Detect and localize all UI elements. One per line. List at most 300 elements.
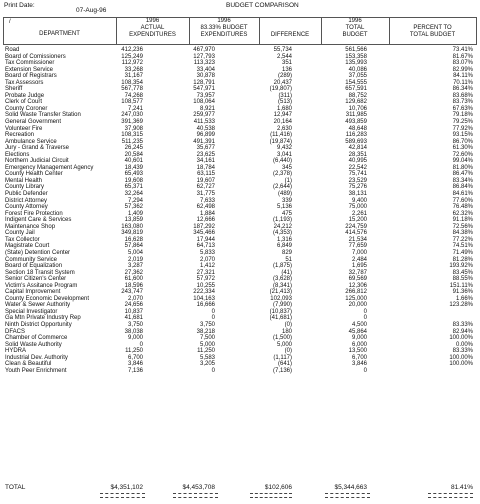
row-budget: 7,500 [199, 335, 215, 342]
row-department: Probate Judge [5, 92, 45, 99]
row-actual: 7,136 [127, 367, 143, 374]
row-budget: 27,321 [196, 269, 215, 276]
header-actual-year: 1996 [145, 18, 160, 24]
row-percent: 70.11% [453, 79, 473, 86]
header-divider [259, 18, 260, 44]
row-budget: 63,115 [197, 171, 215, 178]
row-actual: 349,819 [121, 230, 143, 237]
row-difference: (11,416) [270, 132, 292, 139]
row-percent: 77.22% [452, 236, 473, 243]
row-budget: 10,255 [196, 282, 215, 289]
row-budget: 187,292 [193, 223, 215, 230]
row-total-budget: 0 [363, 308, 367, 315]
row-percent: 84.61% [452, 191, 473, 198]
row-budget: 222,334 [193, 289, 215, 296]
header-difference: DIFFERENCE [270, 32, 310, 38]
row-percent: 91.36% [452, 289, 473, 296]
row-budget: 17,944 [196, 236, 215, 243]
row-actual: 13,859 [124, 217, 143, 224]
row-difference: (2,644) [272, 184, 292, 191]
row-department: Road [5, 47, 20, 53]
row-total-budget: 224,759 [345, 223, 367, 230]
row-total-budget: 42,814 [348, 145, 367, 152]
row-percent: 99.04% [452, 158, 473, 165]
row-difference: 3,041 [276, 151, 292, 158]
row-actual: 26,245 [124, 145, 143, 152]
row-percent: 193.92% [449, 263, 473, 270]
row-percent: 83.33% [452, 348, 473, 355]
row-actual: 3,750 [127, 321, 143, 328]
row-actual: 11,250 [125, 348, 143, 355]
row-percent: 77.92% [452, 125, 473, 132]
row-budget: 411,533 [193, 119, 215, 126]
header-budget-1: 83.33% BUDGET [200, 25, 248, 31]
double-underline [325, 493, 370, 498]
row-total-budget: 153,358 [345, 53, 367, 60]
row-department: Section 18 Transit System [5, 269, 75, 276]
row-total-budget: 266,812 [345, 289, 367, 296]
row-actual: 10,837 [124, 308, 143, 315]
row-difference: (10,837) [269, 308, 292, 315]
row-department: Sheriff [5, 86, 23, 93]
row-total-budget: 1,695 [351, 263, 367, 270]
row-difference: (41) [281, 269, 292, 276]
row-department: Capital Improvement [5, 289, 61, 296]
row-difference: (1,500) [272, 335, 292, 342]
row-budget: 104,163 [193, 295, 215, 302]
row-department: County Health Center [5, 171, 63, 178]
row-difference: 136 [281, 66, 292, 73]
row-actual: 7,241 [127, 105, 143, 112]
row-budget: 16,666 [196, 302, 215, 309]
report-title: BUDGET COMPARISON [226, 2, 299, 9]
column-header [3, 17, 477, 45]
row-total-budget: 45,864 [348, 328, 367, 335]
row-difference: (1,117) [273, 354, 292, 361]
row-difference: (641) [277, 361, 292, 368]
row-actual: 2,019 [127, 256, 143, 263]
row-budget: 0 [211, 367, 215, 374]
row-total-budget: 135,993 [345, 60, 367, 67]
row-budget: 38,218 [196, 328, 215, 335]
row-total-budget: 2,484 [351, 256, 367, 263]
row-department: County Coroner [5, 105, 48, 112]
row-percent: 77.60% [452, 197, 473, 204]
row-difference: (2,378) [272, 171, 292, 178]
print-date-label: Print Date: [4, 2, 35, 9]
row-difference: 5,000 [276, 341, 292, 348]
row-department: Board of Comissioners [5, 53, 66, 60]
row-budget: 33,404 [196, 66, 215, 73]
double-underline [428, 493, 473, 498]
row-difference: (7,136) [272, 367, 292, 374]
row-percent: 81.80% [452, 164, 473, 171]
row-budget: 1,412 [199, 263, 215, 270]
row-difference: (513) [277, 99, 292, 106]
row-department: Jury - Grand & Traverse [5, 145, 70, 152]
row-total-budget: 6,000 [351, 341, 367, 348]
row-department: Community Service [5, 256, 58, 263]
row-difference: (6,440) [272, 158, 292, 165]
row-percent: 0.00% [455, 341, 473, 348]
row-actual: 243,747 [121, 289, 143, 296]
header-divider [476, 18, 477, 44]
row-percent: 100.00% [449, 335, 473, 342]
header-budget-year: 1996 [217, 18, 231, 24]
row-actual: 567,778 [121, 86, 143, 93]
row-budget: 1,884 [199, 210, 215, 217]
header-budget-2: EXPENDITURES [200, 32, 248, 38]
totals-row [3, 484, 477, 494]
row-department: Indigent Care & Services [5, 217, 72, 224]
row-percent: 86.70% [452, 138, 473, 145]
row-department: Board of Equalization [5, 263, 63, 270]
row-actual: 5,004 [127, 249, 143, 256]
row-difference: (1,193) [272, 217, 292, 224]
row-department: Extension Service [5, 66, 54, 73]
row-total-budget: 0 [363, 315, 367, 322]
row-total-budget: 38,131 [348, 191, 367, 198]
row-difference: (489) [277, 191, 292, 198]
row-department: Clean & Beautiful [5, 361, 52, 368]
row-total-budget: 414,576 [345, 230, 367, 237]
totals-difference: $102,606 [264, 484, 292, 491]
row-actual: 1,409 [127, 210, 143, 217]
row-total-budget: 88,752 [348, 92, 367, 99]
row-total-budget: 69,569 [348, 276, 367, 283]
row-budget: 128,791 [193, 79, 215, 86]
row-actual: 163,080 [121, 223, 143, 230]
row-actual: 24,656 [124, 302, 143, 309]
row-difference: 180 [281, 328, 292, 335]
row-total-budget: 125,000 [345, 295, 367, 302]
row-actual: 412,236 [121, 47, 143, 53]
row-budget: 3,750 [199, 321, 215, 328]
row-total-budget: 48,648 [348, 125, 367, 132]
row-total-budget: 28,351 [348, 151, 367, 158]
row-budget: 96,899 [196, 132, 215, 139]
row-total-budget: 2,261 [351, 210, 367, 217]
row-difference: 475 [281, 210, 292, 217]
row-difference: (4,353) [272, 230, 292, 237]
row-difference: 345 [281, 164, 292, 171]
row-total-budget: 129,682 [345, 99, 367, 106]
row-percent: 74.51% [452, 243, 473, 250]
row-difference: (19,807) [269, 86, 292, 93]
row-department: Ambulance Service [5, 138, 57, 145]
row-actual: 108,577 [121, 99, 143, 106]
row-total-budget: 15,200 [348, 217, 367, 224]
row-percent: 86.47% [452, 171, 473, 178]
row-actual: 74,268 [124, 92, 143, 99]
row-percent: 91.18% [452, 217, 473, 224]
row-percent: 82.99% [452, 66, 473, 73]
row-budget: 11,250 [197, 348, 215, 355]
row-department: DFACS [5, 328, 26, 335]
row-percent: 86.34% [452, 86, 473, 93]
row-budget: 547,971 [193, 86, 215, 93]
row-budget: 345,466 [193, 230, 215, 237]
row-department: Ninth District Opportunity [5, 321, 72, 328]
header-actual-2: EXPENDITURES [129, 32, 176, 38]
table-row [3, 368, 477, 375]
header-total-year: 1996 [348, 18, 362, 24]
row-difference: 20,164 [273, 119, 292, 126]
row-actual: 3,846 [127, 361, 143, 368]
row-difference: 829 [281, 249, 292, 256]
double-underline [250, 493, 292, 498]
row-difference: (19,874) [269, 138, 292, 145]
totals-actual: $4,351,102 [110, 484, 143, 491]
row-percent: 61.30% [452, 145, 473, 152]
row-percent: 83.73% [452, 99, 473, 106]
row-total-budget: 493,859 [345, 119, 367, 126]
row-department: Ga Mtn Private Industry Rep [5, 315, 81, 322]
row-difference: (0) [284, 321, 292, 328]
header-total-2: BUDGET [342, 32, 368, 38]
row-total-budget: 75,741 [348, 171, 367, 178]
row-actual: 20,584 [124, 151, 143, 158]
row-actual: 247,030 [121, 112, 143, 119]
row-total-budget: 13,500 [348, 348, 367, 355]
row-total-budget: 3,846 [351, 361, 367, 368]
row-total-budget: 589,693 [345, 138, 367, 145]
row-difference: (1) [284, 177, 292, 184]
row-total-budget: 4,500 [351, 321, 367, 328]
row-percent: 1.66% [455, 295, 473, 302]
row-budget: 8,921 [199, 105, 215, 112]
header-percent-1: PERCENT TO [413, 25, 452, 31]
row-department: County Economic Development [5, 295, 90, 302]
row-difference: 55,734 [273, 47, 292, 53]
row-percent: 73.41% [452, 47, 473, 53]
row-percent: 84.38% [452, 230, 473, 237]
row-budget: 30,878 [196, 73, 215, 80]
row-actual: 9,000 [127, 335, 143, 342]
row-actual: 61,600 [124, 276, 143, 283]
row-total-budget: 20,000 [348, 302, 367, 309]
row-department: Mental Health [5, 177, 43, 184]
row-budget: 31,775 [196, 191, 215, 198]
row-department: Tax Assessors [5, 79, 44, 86]
row-total-budget: 75,000 [348, 204, 367, 211]
row-total-budget: 657,591 [345, 86, 367, 93]
header-department: DEPARTMENT [39, 31, 80, 37]
row-actual: 108,354 [121, 79, 143, 86]
row-actual: 0 [139, 341, 143, 348]
row-percent: 83.33% [452, 321, 473, 328]
row-total-budget: 23,529 [348, 177, 367, 184]
row-actual: 391,369 [121, 119, 143, 126]
row-budget: 19,607 [196, 177, 215, 184]
row-budget: 0 [211, 308, 215, 315]
row-total-budget: 77,659 [348, 243, 367, 250]
row-total-budget: 561,566 [345, 47, 367, 53]
row-department: Northern Judicial Circuit [5, 158, 69, 165]
row-percent: 100.00% [449, 354, 473, 361]
row-percent: 123.28% [449, 302, 473, 309]
row-difference: (8,341) [272, 282, 292, 289]
row-total-budget: 311,985 [345, 112, 367, 119]
row-percent: 79.18% [452, 112, 473, 119]
row-difference: 1,680 [276, 105, 292, 112]
row-actual: 6,700 [127, 354, 143, 361]
totals-total-budget: $5,344,663 [334, 484, 367, 491]
row-percent: 82.94% [452, 328, 473, 335]
row-actual: 18,439 [124, 164, 143, 171]
row-department: Youth Peer Enrichment [5, 367, 67, 374]
print-date-value: 07-Aug-96 [76, 7, 107, 14]
row-department: Board of Registrars [5, 73, 57, 80]
row-percent: 72.60% [452, 151, 473, 158]
row-percent: 100.00% [449, 361, 473, 368]
row-department: Chamber of Commerce [5, 335, 68, 342]
row-actual: 32,264 [124, 191, 143, 198]
row-difference: 339 [281, 197, 292, 204]
row-department: Water & Sewer Authority [5, 302, 71, 309]
row-percent: 93.15% [452, 132, 473, 139]
row-budget: 40,538 [196, 125, 215, 132]
row-actual: 18,596 [124, 282, 143, 289]
row-total-budget: 12,306 [348, 282, 367, 289]
row-difference: 1,316 [276, 236, 292, 243]
row-actual: 3,287 [127, 263, 143, 270]
row-difference: (1,875) [272, 263, 292, 270]
row-percent: 67.63% [452, 105, 473, 112]
row-percent: 88.55% [452, 276, 473, 283]
header-percent-2: TOTAL BUDGET [409, 32, 456, 38]
row-total-budget: 116,283 [345, 132, 367, 139]
row-actual: 38,038 [124, 328, 143, 335]
row-department: Solid Waste Transfer Station [5, 112, 81, 119]
row-budget: 113,323 [193, 60, 215, 67]
row-actual: 41,681 [124, 315, 143, 322]
row-total-budget: 40,995 [348, 158, 367, 165]
row-budget: 259,977 [193, 112, 215, 119]
row-difference: 5,136 [276, 204, 292, 211]
row-actual: 33,268 [124, 66, 143, 73]
double-underline [100, 493, 145, 498]
row-actual: 112,972 [121, 60, 143, 67]
row-total-budget: 6,700 [351, 354, 367, 361]
row-department: County Library [5, 184, 45, 191]
row-actual: 125,249 [121, 53, 143, 60]
row-actual: 57,864 [124, 243, 143, 250]
row-department: Maintenance Shop [5, 223, 56, 230]
row-difference: 2,544 [276, 53, 292, 60]
row-difference: 12,947 [273, 112, 292, 119]
row-difference: 6,849 [276, 243, 292, 250]
row-department: Solid Waste Authority [5, 341, 62, 348]
row-budget: 491,391 [193, 138, 215, 145]
row-budget: 5,583 [199, 354, 215, 361]
budget-table-body [3, 47, 477, 374]
row-actual: 57,362 [124, 204, 143, 211]
row-budget: 62,727 [196, 184, 215, 191]
row-department: Tax Commissioner [5, 60, 55, 67]
row-difference: 102,093 [270, 295, 292, 302]
row-percent: 83.34% [452, 177, 473, 184]
row-total-budget: 22,542 [348, 164, 367, 171]
row-department: Elections [5, 151, 30, 158]
row-actual: 65,493 [124, 171, 143, 178]
row-difference: 351 [281, 60, 292, 67]
row-difference: (289) [277, 73, 292, 80]
row-actual: 31,167 [124, 73, 143, 80]
header-total-1: TOTAL [345, 25, 365, 31]
row-budget: 34,161 [196, 158, 215, 165]
row-actual: 7,294 [127, 197, 143, 204]
row-department: HYDRA [5, 348, 27, 355]
row-budget: 57,972 [196, 276, 215, 283]
row-actual: 19,608 [124, 177, 143, 184]
totals-budget: $4,453,708 [182, 484, 215, 491]
row-budget: 127,793 [193, 53, 215, 60]
row-department: County Jail [5, 230, 35, 237]
row-department: Tax Collector [5, 236, 40, 243]
row-total-budget: 10,706 [348, 105, 367, 112]
totals-label: TOTAL [5, 484, 26, 491]
row-difference: (3,628) [272, 276, 292, 283]
row-percent: 72.56% [452, 223, 473, 230]
row-actual: 511,235 [121, 138, 143, 145]
row-actual: 108,315 [121, 132, 143, 139]
header-actual-1: ACTUAL [140, 25, 165, 31]
row-budget: 7,633 [199, 197, 215, 204]
row-department: Forest Fire Protection [5, 210, 63, 217]
row-department: Public Defender [5, 191, 48, 198]
row-budget: 73,957 [196, 92, 215, 99]
row-percent: 71.49% [452, 249, 473, 256]
row-difference: 9,432 [276, 145, 292, 152]
row-percent: 83.45% [452, 269, 473, 276]
row-difference: (7,990) [272, 302, 292, 309]
row-actual: 40,601 [124, 158, 143, 165]
row-difference: (0) [284, 348, 292, 355]
row-total-budget: 154,555 [345, 79, 367, 86]
row-difference: (311) [278, 92, 292, 99]
row-department: (State) Detention Center [5, 249, 71, 256]
row-department: Clerk of Court [5, 99, 43, 106]
row-budget: 3,205 [199, 361, 215, 368]
row-total-budget: 75,276 [348, 184, 367, 191]
row-total-budget: 21,534 [348, 236, 367, 243]
row-difference: 24,212 [273, 223, 292, 230]
row-percent: 83.07% [452, 60, 473, 67]
row-department: Senior Citizen's Center [5, 276, 67, 283]
row-percent: 79.25% [452, 119, 473, 126]
row-budget: 0 [211, 315, 215, 322]
row-total-budget: 9,400 [351, 197, 367, 204]
row-percent: 81.28% [452, 256, 473, 263]
row-department: District Attorney [5, 197, 48, 204]
row-percent: 62.32% [452, 210, 473, 217]
row-department: Special Investigator [5, 308, 58, 315]
row-budget: 35,677 [196, 145, 215, 152]
row-actual: 16,628 [124, 236, 143, 243]
row-percent: 84.11% [453, 73, 473, 80]
row-department: Emergency Management Agency [5, 164, 94, 171]
row-difference: 51 [285, 256, 292, 263]
row-budget: 64,713 [196, 243, 215, 250]
row-percent: 81.67% [452, 53, 473, 60]
row-percent: 86.84% [452, 184, 473, 191]
row-department: County Attorney [5, 204, 48, 211]
row-total-budget: 0 [363, 367, 367, 374]
row-percent: 76.48% [452, 204, 473, 211]
row-difference: (21,413) [269, 289, 292, 296]
double-underline [173, 493, 218, 498]
